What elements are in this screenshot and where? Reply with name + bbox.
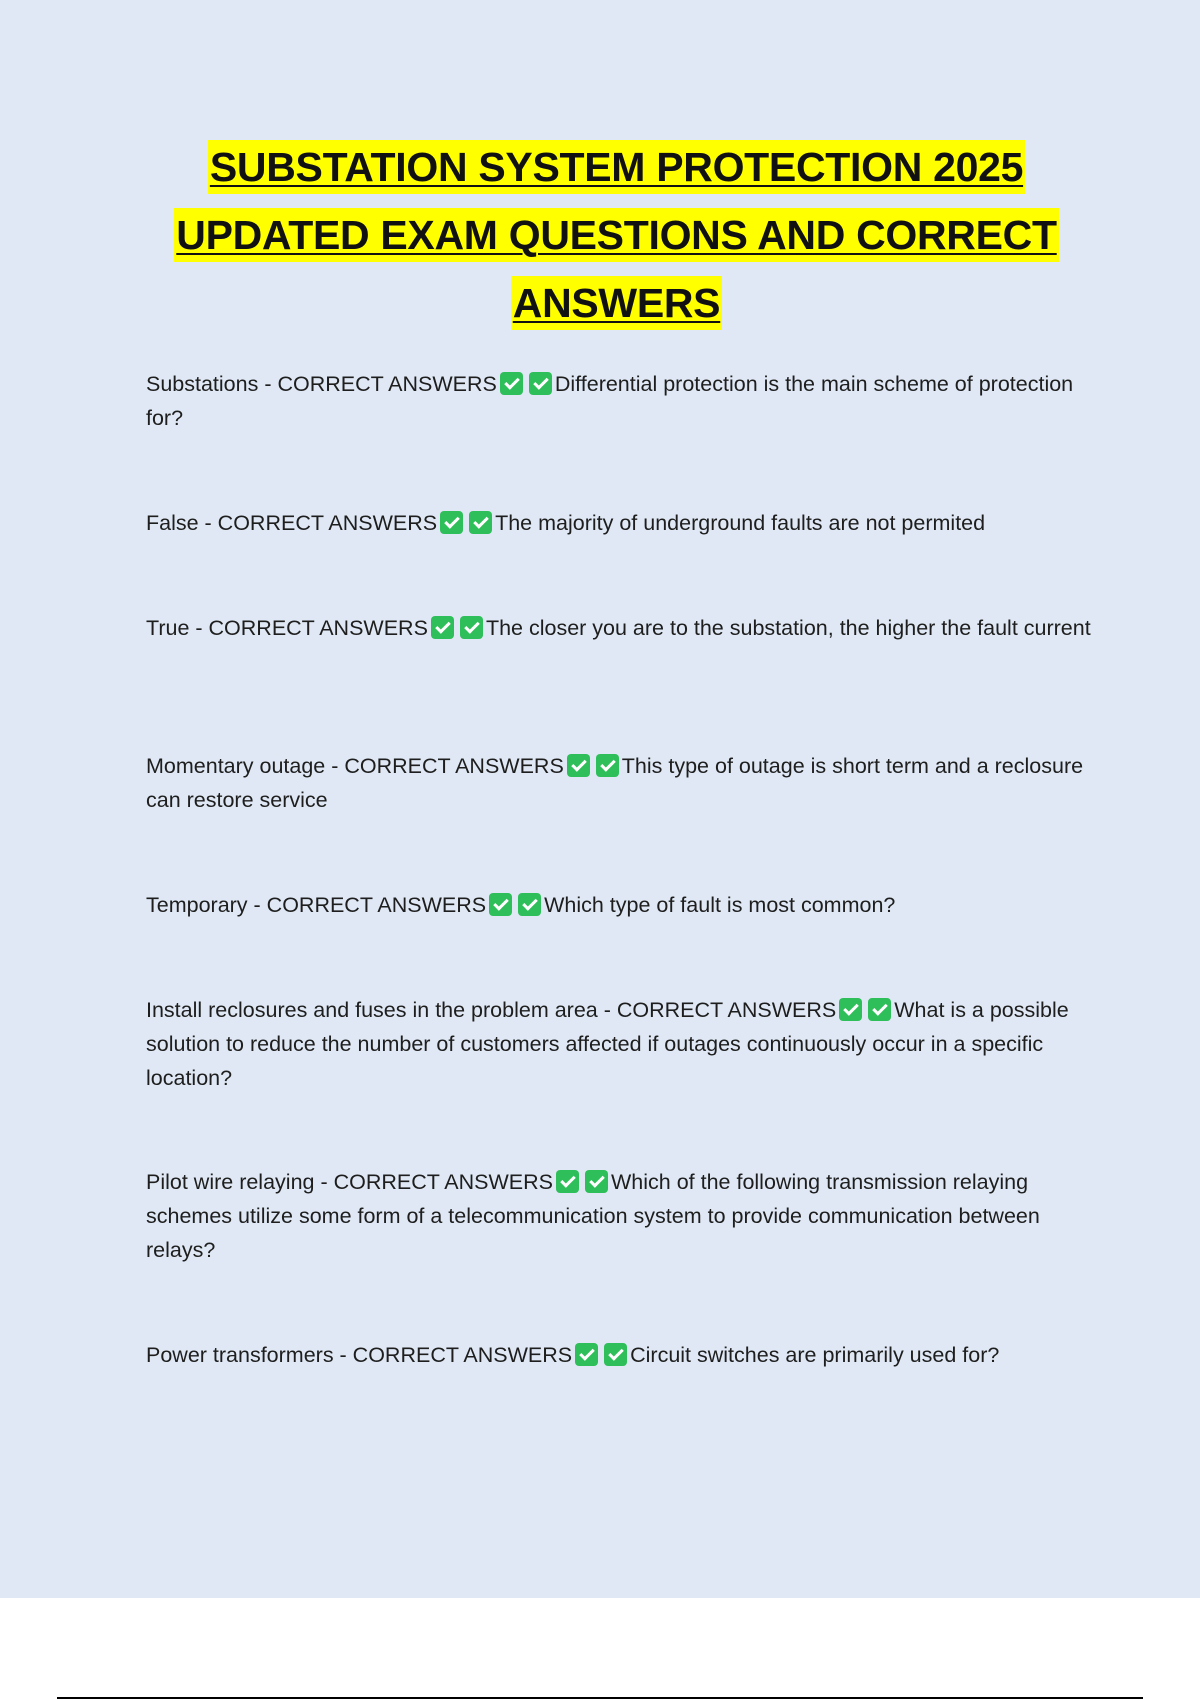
check-mark-icon bbox=[567, 754, 590, 777]
qa-item bbox=[146, 367, 1091, 435]
answer-text: Temporary - CORRECT ANSWERS bbox=[146, 893, 487, 917]
check-mark-icon bbox=[469, 511, 492, 534]
answer-text: Install reclosures and fuses in the problem area - CORRECT ANSWERS bbox=[146, 998, 837, 1022]
qa-item bbox=[146, 888, 1091, 922]
answer-text: Momentary outage - CORRECT ANSWERS bbox=[146, 754, 564, 778]
title-line: ANSWERS bbox=[511, 276, 722, 330]
qa-item bbox=[146, 611, 1091, 645]
question-text: Which of the following transmission relaying schemes utilize some form of a telecommunication system to provide communication between relays? bbox=[146, 1170, 1040, 1262]
title-line: SUBSTATION SYSTEM PROTECTION 2025 bbox=[208, 140, 1025, 194]
check-mark-icon bbox=[604, 1343, 627, 1366]
check-mark-icon bbox=[575, 1343, 598, 1366]
qa-item bbox=[146, 1338, 1091, 1372]
question-text: Which type of fault is most common? bbox=[544, 893, 896, 917]
title-line: UPDATED EXAM QUESTIONS AND CORRECT bbox=[174, 208, 1058, 262]
check-mark-icon bbox=[585, 1170, 608, 1193]
document-title bbox=[120, 138, 1113, 342]
question-text: Differential protection is the main scheme of protection for? bbox=[146, 372, 1074, 430]
check-mark-icon bbox=[440, 511, 463, 534]
question-text: What is a possible solution to reduce the number of customers affected if outages continuously occur in a specific location? bbox=[146, 998, 1069, 1090]
check-mark-icon bbox=[489, 893, 512, 916]
question-text: The majority of underground faults are not permited bbox=[495, 511, 986, 535]
qa-item bbox=[146, 993, 1091, 1095]
question-text: The closer you are to the substation, the higher the fault current bbox=[485, 616, 1091, 640]
check-mark-icon bbox=[839, 998, 862, 1021]
footer-divider bbox=[57, 1697, 1143, 1699]
check-mark-icon bbox=[500, 372, 523, 395]
qa-item bbox=[146, 1165, 1091, 1267]
answer-text: False - CORRECT ANSWERS bbox=[146, 511, 438, 535]
check-mark-icon bbox=[518, 893, 541, 916]
question-text: This type of outage is short term and a reclosure can restore service bbox=[146, 754, 1084, 812]
answer-text: Substations - CORRECT ANSWERS bbox=[146, 372, 497, 396]
check-mark-icon bbox=[431, 616, 454, 639]
qa-item bbox=[146, 749, 1091, 817]
answer-text: Pilot wire relaying - CORRECT ANSWERS bbox=[146, 1170, 553, 1194]
answer-text: True - CORRECT ANSWERS bbox=[146, 616, 428, 640]
qa-item bbox=[146, 506, 1091, 540]
check-mark-icon bbox=[529, 372, 552, 395]
check-mark-icon bbox=[460, 616, 483, 639]
question-text: Circuit switches are primarily used for? bbox=[630, 1343, 1000, 1367]
answer-text: Power transformers - CORRECT ANSWERS bbox=[146, 1343, 573, 1367]
check-mark-icon bbox=[556, 1170, 579, 1193]
check-mark-icon bbox=[868, 998, 891, 1021]
check-mark-icon bbox=[596, 754, 619, 777]
